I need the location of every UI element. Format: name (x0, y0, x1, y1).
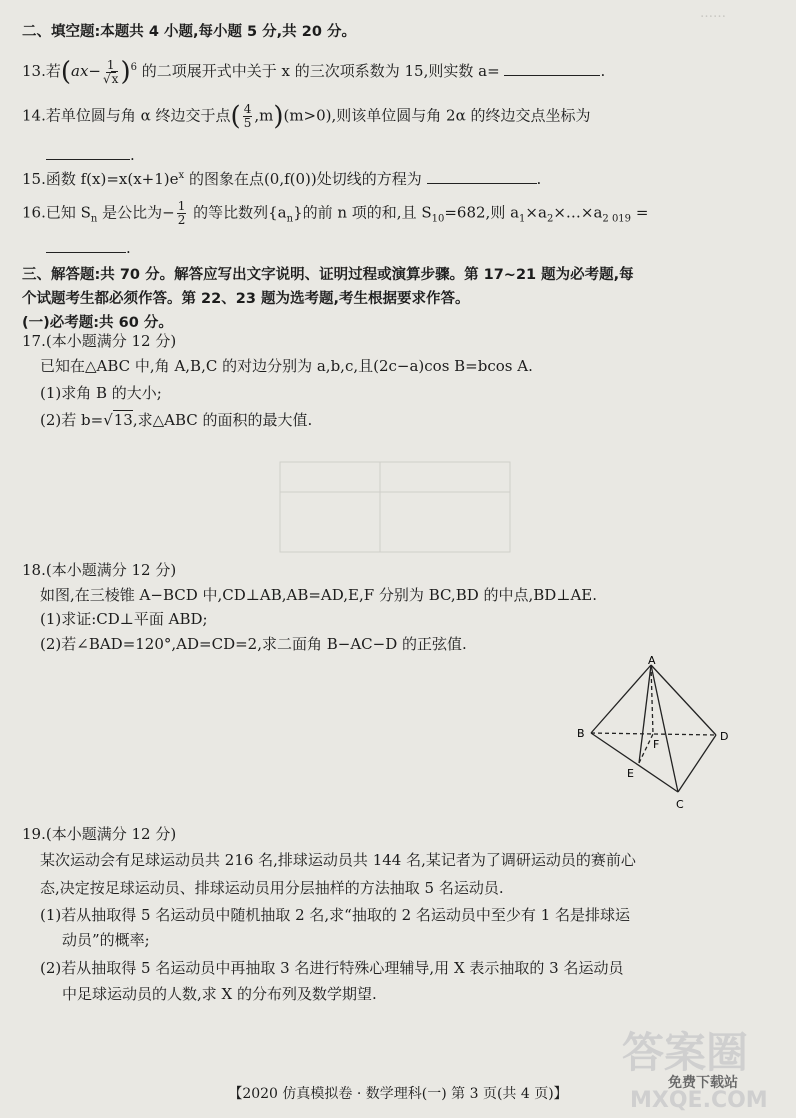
q16-sub2: n (286, 213, 294, 225)
vertex-label-a: A (648, 655, 656, 667)
q15-end: . (536, 170, 542, 188)
q15-answer-blank[interactable] (427, 167, 537, 184)
bleed-through-table-icon (80, 442, 680, 562)
q16-text: 16.已知 S (22, 203, 91, 222)
vertex-label-d: D (720, 730, 729, 743)
q16-t7: ×…×a (553, 203, 603, 222)
q16-frac-num: 1 (177, 199, 186, 213)
q15-text2: 的图象在点(0,f(0))处切线的方程为 (184, 170, 422, 188)
q19-part1-a: (1)若从抽取得 5 名运动员中随机抽取 2 名,求“抽取的 2 名运动员中至少有 1 名是排球运 (40, 906, 631, 924)
right-paren: ) (120, 57, 131, 87)
q13-expr: ax− (71, 62, 101, 80)
vertex-label-e: E (627, 767, 634, 780)
q16-text5: =682,则 a (444, 203, 520, 222)
question-13 (22, 58, 605, 86)
q16-t8: = (631, 203, 649, 222)
q16-text2: 是公比为− (97, 203, 175, 222)
required-section-title: (一)必考题:共 60 分。 (22, 315, 173, 331)
q17-part2-a: (2)若 b= (40, 411, 104, 429)
q17-part2-root: 13 (113, 411, 133, 429)
q16-sub10: 10 (431, 213, 445, 225)
section2-title: 二、填空题:本题共 4 小题,每小题 5 分,共 20 分。 (22, 24, 356, 40)
q13-frac-den: √x (103, 71, 119, 86)
q13-frac-num: 1 (106, 57, 115, 72)
q16-s2: 2 (546, 213, 554, 225)
q19-part2-a: (2)若从抽取得 5 名运动员中再抽取 3 名进行特殊心理辅导,用 X 表示抽取的 3 名运动员 (40, 959, 624, 977)
q16-frac-den: 2 (177, 213, 186, 227)
q19-line1: 某次运动会有足球运动员共 216 名,排球运动员共 144 名,某记者为了调研运动员的赛前心 (40, 851, 636, 869)
q13-prefix: 13.若 (22, 62, 61, 80)
page-footer: 【2020 仿真模拟卷 · 数学理科(一) 第 3 页(共 4 页)】 (228, 1086, 568, 1102)
q16-text3: 的等比数列{a (188, 203, 287, 222)
q14-frac-num: 4 (243, 102, 252, 116)
q18-header: 18.(本小题满分 12 分) (22, 561, 177, 579)
bleed-through-text: …… (700, 6, 726, 21)
q14-fraction (243, 103, 253, 130)
q16-end: . (126, 239, 131, 257)
question-15 (22, 166, 541, 189)
left-paren: ( (60, 57, 72, 87)
q14-text: (m>0),则该单位圆与角 2α 的终边交点坐标为 (283, 106, 591, 125)
q18-line1: 如图,在三棱锥 A−BCD 中,CD⊥AB,AB=AD,E,F 分别为 BC,BD 的中点,BD⊥AE. (40, 586, 597, 604)
q14-answer-line (46, 143, 135, 165)
q17-part2: (2)若 b=√13,求△ABC 的面积的最大值. (40, 411, 313, 429)
q15-text: 15.函数 f(x)=x(x+1)e (22, 170, 179, 188)
watermark-logo: 答案圈 (622, 1028, 749, 1077)
right-paren: ) (273, 101, 284, 132)
vertex-label-b: B (577, 727, 585, 740)
q14-prefix: 14.若单位圆与角 α 终边交于点 (22, 106, 231, 125)
q14-frac-den: 5 (243, 116, 252, 130)
q17-header: 17.(本小题满分 12 分) (22, 332, 177, 350)
watermark-subtitle: 免费下载站 (668, 1075, 738, 1091)
q16-s1: 1 (519, 213, 526, 225)
q13-end: . (600, 62, 606, 80)
q16-answer-blank[interactable] (46, 236, 126, 253)
tetrahedron-figure (570, 655, 740, 815)
q13-exponent: 6 (130, 62, 137, 73)
left-paren: ( (230, 101, 241, 132)
vertex-label-c: C (676, 798, 684, 811)
q16-text4: }的前 n 项的和,且 S (293, 203, 432, 222)
q13-answer-blank[interactable] (504, 59, 600, 76)
q19-header: 19.(本小题满分 12 分) (22, 825, 177, 843)
q14-end: . (130, 146, 135, 164)
vertex-label-f: F (653, 738, 660, 751)
q13-frac-den-var: x (111, 71, 119, 86)
q16-s2019: 2 019 (602, 213, 632, 225)
q14-answer-blank[interactable] (46, 143, 130, 160)
q18-part1: (1)求证:CD⊥平面 ABD; (40, 610, 208, 628)
watermark-url: MXQE.COM (630, 1088, 768, 1113)
q16-t6: ×a (525, 203, 547, 222)
q16-fraction (177, 200, 187, 227)
question-16 (22, 200, 648, 230)
q16-sub: n (90, 213, 98, 225)
q13-text: 的二项展开式中关于 x 的三次项系数为 15,则实数 a= (141, 62, 500, 80)
bleed-through-table (80, 442, 680, 566)
q19-part2-b: 中足球运动员的人数,求 X 的分布列及数学期望. (62, 985, 377, 1003)
q14-point-tail: ,m (254, 106, 274, 125)
q19-line2: 态,决定按足球运动员、排球运动员用分层抽样的方法抽取 5 名运动员. (40, 879, 504, 897)
q13-fraction (103, 59, 118, 86)
question-14 (22, 103, 591, 130)
section3-title-line1: 三、解答题:共 70 分。解答应写出文字说明、证明过程或演算步骤。第 17~21 题为必考题,每 (22, 267, 634, 283)
q18-part2: (2)若∠BAD=120°,AD=CD=2,求二面角 B−AC−D 的正弦值. (40, 635, 467, 653)
q19-part1-b: 动员”的概率; (62, 931, 150, 949)
section3-title-line2: 个试题考生都必须作答。第 22、23 题为选考题,考生根据要求作答。 (22, 291, 470, 307)
q16-answer-line (46, 236, 131, 258)
q17-part2-b: ,求△ABC 的面积的最大值. (132, 411, 313, 429)
q17-line1: 已知在△ABC 中,角 A,B,C 的对边分别为 a,b,c,且(2c−a)cos B=bcos A. (40, 357, 533, 375)
q15-exponent: x (178, 170, 185, 181)
q17-part1: (1)求角 B 的大小; (40, 384, 162, 402)
